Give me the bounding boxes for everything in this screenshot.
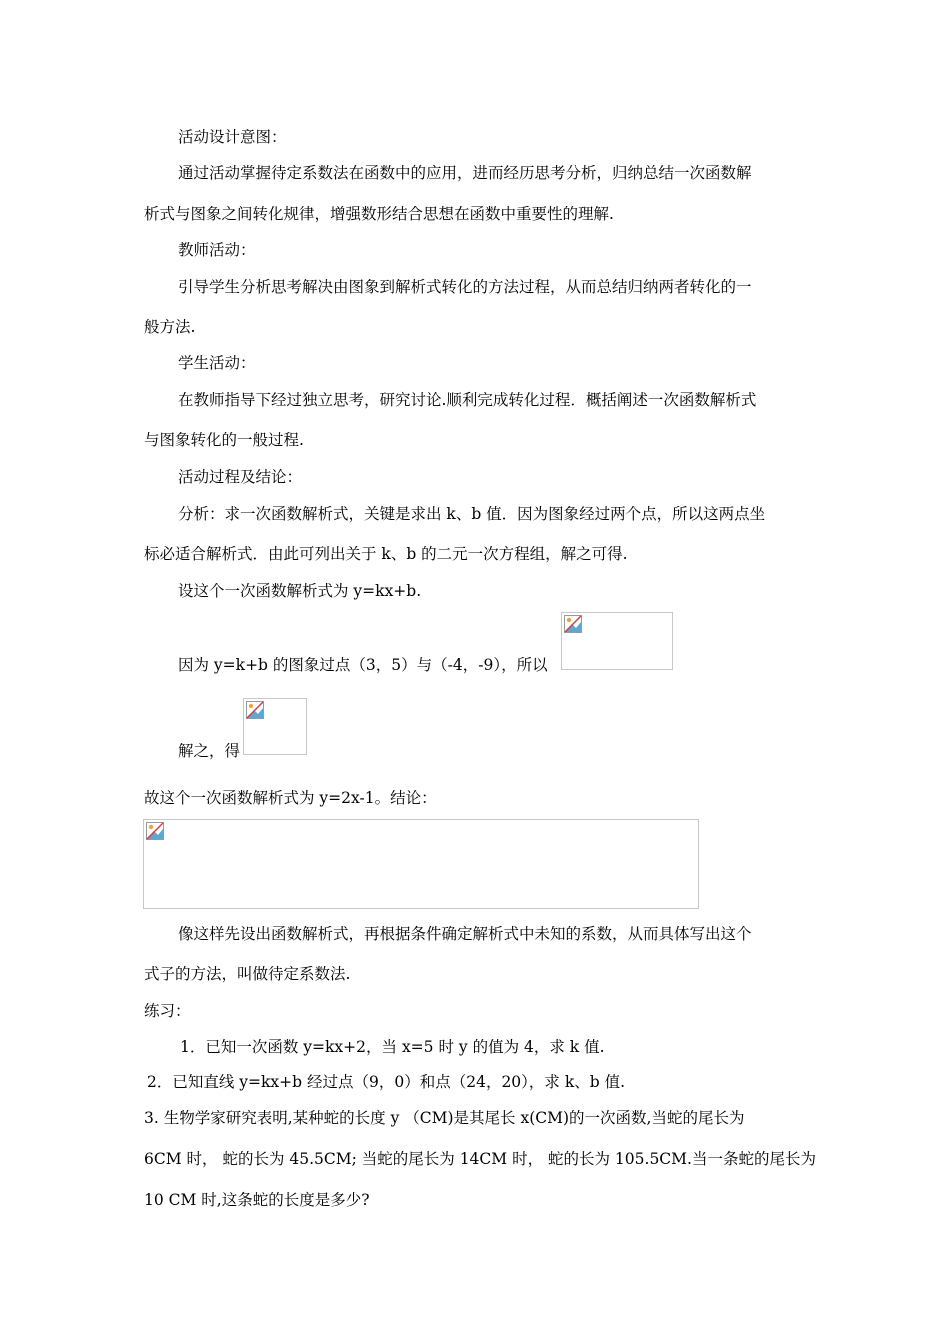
process-heading: 活动过程及结论：: [178, 468, 303, 486]
solve-line: 解之，得: [178, 742, 241, 760]
because-line: 因为 y=k+b 的图象过点（3，5）与（-4，-9），所以: [178, 656, 548, 674]
assume-equation-line: 设这个一次函数解析式为 y=kx+b.: [178, 582, 422, 600]
method-line1: 像这样先设出函数解析式，再根据条件确定解析式中未知的系数，从而具体写出这个: [178, 925, 752, 943]
student-paragraph-line2: 与图象转化的一般过程.: [144, 431, 304, 449]
solution-image: [243, 698, 307, 755]
exercise-2: 2．已知直线 y=kx+b 经过点（9，0）和点（24，20），求 k、b 值.: [147, 1073, 626, 1091]
analysis-line1: 分析：求一次函数解析式，关键是求出 k、b 值．因为图象经过两个点，所以这两点坐: [178, 505, 766, 523]
teacher-heading: 教师活动：: [178, 241, 256, 259]
intent-heading: 活动设计意图：: [178, 128, 287, 146]
broken-image-icon: [246, 701, 264, 719]
exercise-1: 1．已知一次函数 y=kx+2，当 x=5 时 y 的值为 4，求 k 值.: [180, 1038, 605, 1056]
method-line2: 式子的方法，叫做待定系数法.: [144, 965, 351, 983]
teacher-paragraph-line2: 般方法.: [144, 318, 196, 336]
intent-paragraph-line1: 通过活动掌握待定系数法在函数中的应用，进而经历思考分析，归纳总结一次函数解: [178, 164, 752, 182]
analysis-line2: 标必适合解析式．由此可列出关于 k、b 的二元一次方程组，解之可得.: [144, 545, 628, 563]
therefore-line: 故这个一次函数解析式为 y=2x-1。结论：: [144, 789, 437, 807]
student-paragraph-line1: 在教师指导下经过独立思考，研究讨论.顺利完成转化过程．概括阐述一次函数解析式: [178, 391, 757, 409]
equation-system-image: [561, 612, 673, 670]
intent-paragraph-line2: 析式与图象之间转化规律，增强数形结合思想在函数中重要性的理解.: [144, 205, 614, 223]
broken-image-icon: [146, 822, 164, 840]
practice-heading: 练习：: [144, 1002, 191, 1020]
exercise-3-line3: 10 CM 时,这条蛇的长度是多少?: [144, 1191, 370, 1209]
exercise-3-line1: 3. 生物学家研究表明,某种蛇的长度 y （CM)是其尾长 x(CM)的一次函数,当蛇的尾长为: [144, 1109, 745, 1127]
exercise-3-line2: 6CM 时， 蛇的长为 45.5CM; 当蛇的尾长为 14CM 时， 蛇的长为 105.5CM.当一条蛇的尾长为: [144, 1150, 816, 1168]
conclusion-image: [143, 819, 699, 909]
teacher-paragraph-line1: 引导学生分析思考解决由图象到解析式转化的方法过程，从而总结归纳两者转化的一: [178, 278, 752, 296]
broken-image-icon: [564, 615, 582, 633]
student-heading: 学生活动：: [178, 354, 256, 372]
